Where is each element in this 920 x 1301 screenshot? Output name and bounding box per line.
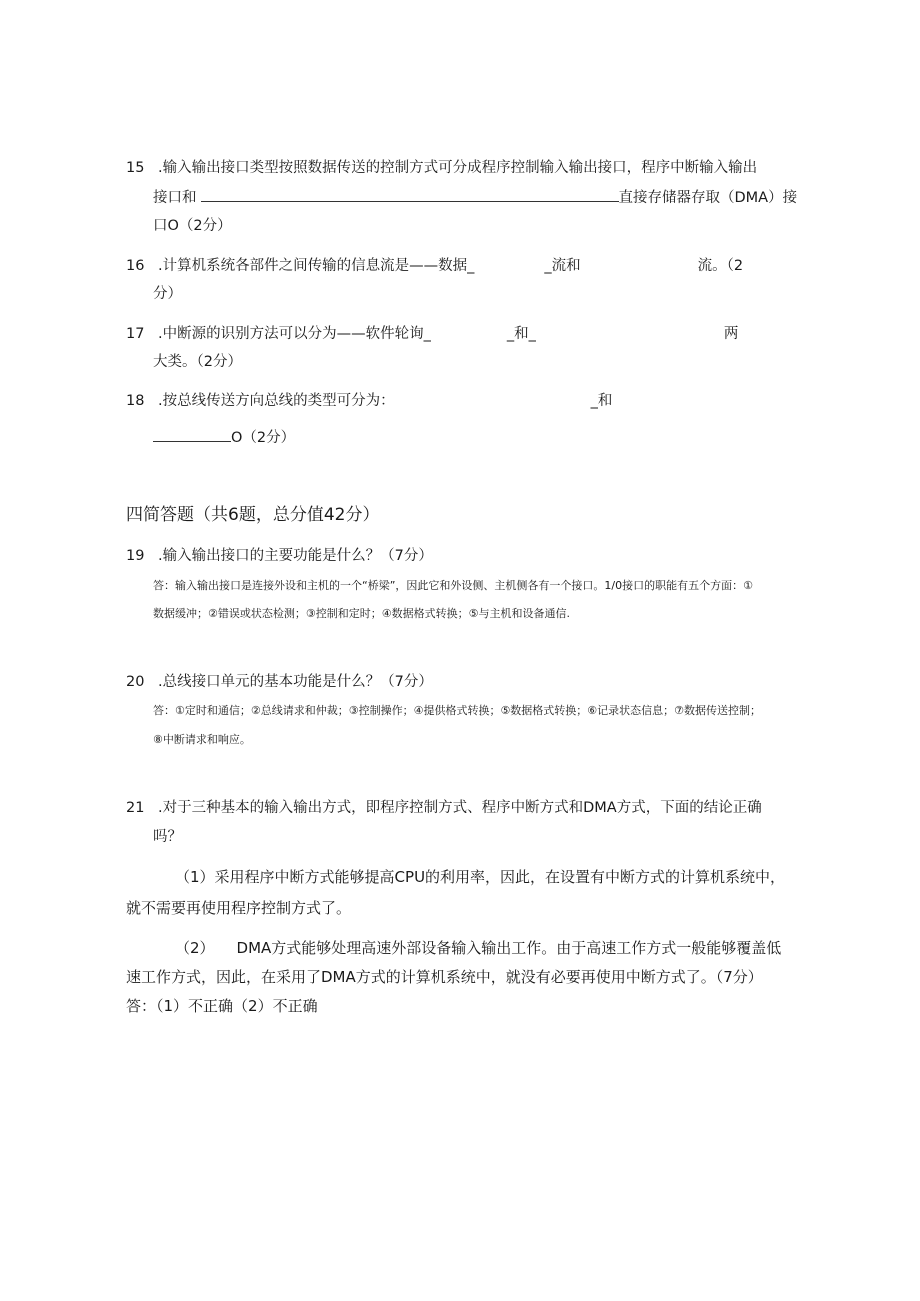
q15-number: 15 [126, 160, 145, 176]
q16-line2: 分） [153, 286, 182, 302]
q21-p1-line2: 就不需要再使用程序控制方式了。 [126, 899, 352, 917]
q21-p1-line1: （1）采用程序中断方式能够提高CPU的利用率，因此，在设置有中断方式的计算机系统中， [175, 868, 786, 886]
q21-line2: 吗？ [153, 829, 182, 845]
q19-answer-line1: 答：输入输出接口是连接外设和主机的一个“桥梁”，因此它和外设侧、主机侧各有一个接口。1/0接口的职能有五个方面：① [153, 579, 753, 592]
section-heading: 四简答题（共6题，总分值42分） [126, 505, 380, 525]
q19-question: 19 .输入输出接口的主要功能是什么？（7分） [126, 548, 433, 564]
q19-number: 19 [126, 548, 145, 564]
q15-line3: 口O（2分） [153, 218, 232, 234]
q19-answer-line2: 数据缓冲；②错误或状态检测；③控制和定时；④数据格式转换；⑤与主机和设备通信. [153, 607, 570, 620]
q18-line2: O（2分） [153, 427, 295, 448]
q17-line1: 17 .中断源的识别方法可以分为——软件轮询_ _和_ 两 [126, 326, 739, 342]
q21-number: 21 [126, 800, 145, 816]
q15-line1: 15 .输入输出接口类型按照数据传送的控制方式可分成程序控制输入输出接口，程序中断输入输出 [126, 160, 758, 176]
q17-number: 17 [126, 326, 145, 342]
q18-number: 18 [126, 393, 145, 409]
q16-number: 16 [126, 258, 145, 274]
q15-line2: 接口和 直接存储器存取（DMA）接 [153, 187, 797, 208]
q21-p2-line2: 速工作方式，因此，在采用了DMA方式的计算机系统中，就没有必要再使用中断方式了。（7分） [126, 968, 763, 986]
q15-blank[interactable] [201, 187, 619, 202]
q20-question: 20 .总线接口单元的基本功能是什么？（7分） [126, 674, 433, 690]
q20-answer-line1: 答：①定时和通信；②总线请求和仲裁；③控制操作；④提供格式转换；⑤数据格式转换；⑥记录状态信息；⑦数据传送控制； [153, 704, 762, 717]
q21-p2-line1: （2） DMA方式能够处理高速外部设备输入输出工作。由于高速工作方式一般能够覆盖低 [175, 939, 782, 957]
q17-line2: 大类。（2分） [153, 354, 242, 370]
q18-blank-2[interactable] [153, 427, 231, 442]
q21-line1: 21 .对于三种基本的输入输出方式，即程序控制方式、程序中断方式和DMA方式，下面的结论正确 [126, 800, 762, 816]
q16-line1: 16 .计算机系统各部件之间传输的信息流是——数据_ _流和 流。（2 [126, 258, 744, 274]
q20-number: 20 [126, 674, 145, 690]
q21-answer: 答：（1）不正确（2）不正确 [126, 997, 318, 1015]
q20-answer-line2: ⑧中断请求和响应。 [153, 733, 251, 746]
q18-line1: 18 .按总线传送方向总线的类型可分为： _和 [126, 393, 613, 409]
